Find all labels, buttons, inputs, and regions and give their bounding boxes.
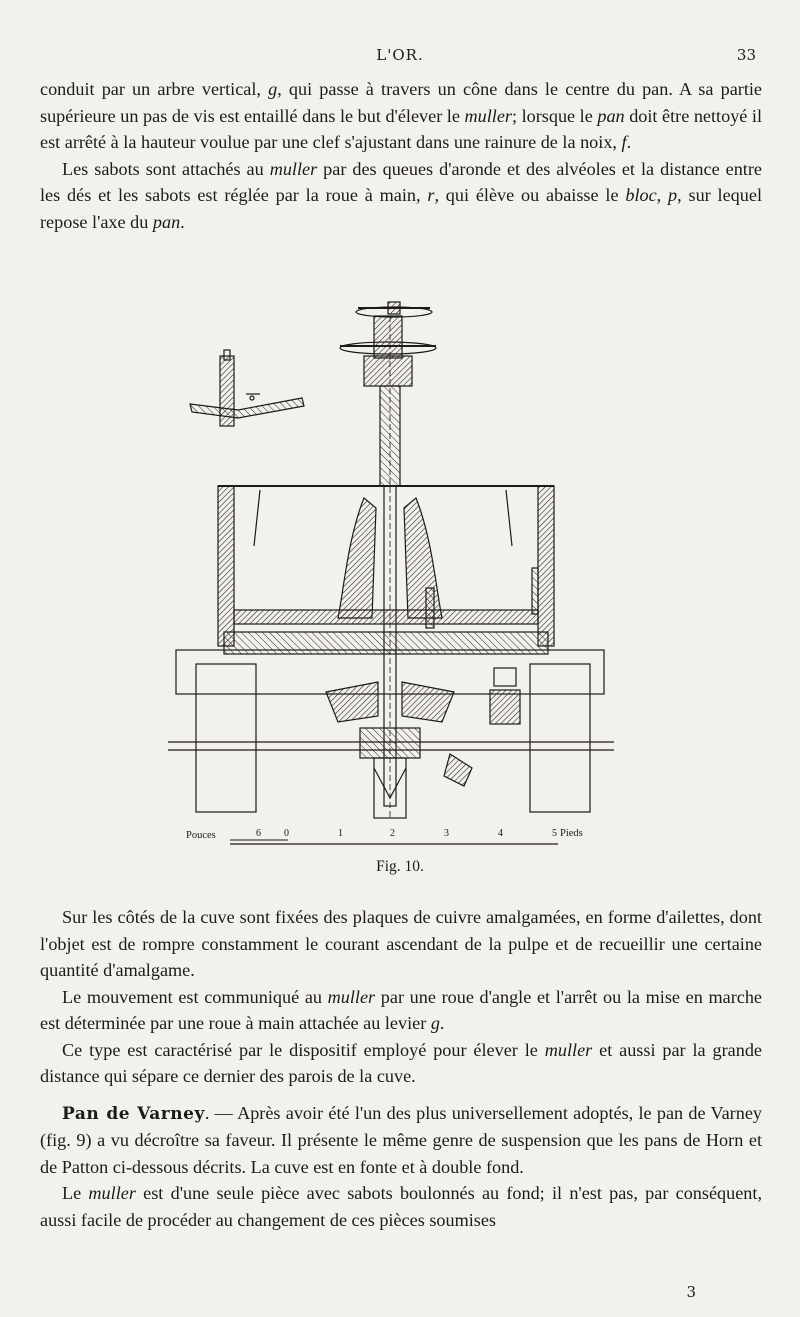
text-block-bottom: [40, 904, 762, 1233]
paragraph-7: Le muller est d'une seule pièce avec sabots boulonnés au fond; il n'est pas, par conséquent, aussi facile de procéder au changement de ces pièces soumises: [40, 1183, 762, 1230]
paragraph-4: Le mouvement est communiqué au muller par une roue d'angle et l'arrêt ou la mise en marche est déterminée par une roue à main attachée au levier g.: [40, 986, 762, 1033]
signature-mark: 3: [686, 1283, 696, 1301]
shoe-detail-drawing: [190, 350, 304, 426]
scale-tick-label: 4: [498, 828, 503, 839]
scale-tick-label: 6: [256, 828, 261, 839]
paragraph-5: Ce type est caractérisé par le dispositif employé pour élever le muller et aussi par la grande distance qui sépare ce dernier des parois de la cuve.: [40, 1039, 762, 1086]
scale-tick-label: 0: [284, 828, 289, 839]
scale-tick-label: 3: [444, 828, 449, 839]
tub-drawing: [218, 486, 554, 654]
scale-bar: [186, 828, 583, 844]
paragraph-1: conduit par un arbre vertical, g, qui passe à travers un cône dans le centre du pan. A sa partie supérieure un pas de vis est entaillé dans le but d'élever le muller; lorsque le pan doit être nettoyé il est arrêté à la hauteur voulue par une clef s'ajustant dans une rainure de la noix, f.: [40, 79, 763, 152]
scale-tick-label: 2: [390, 828, 395, 839]
scale-left-label: Pouces: [186, 830, 216, 841]
running-title: L'OR.: [376, 46, 424, 64]
scale-tick-label: 1: [338, 828, 343, 839]
text-block-top: [40, 76, 762, 235]
scale-right-label: Pieds: [560, 828, 583, 839]
pan-cross-section-figure: [168, 298, 618, 858]
figure-caption: Fig. 10.: [376, 858, 424, 875]
paragraph-2: Les sabots sont attachés au muller par des queues d'aronde et des alvéoles et la distance entre les dés et les sabots est réglée par la roue à main, r, qui élève ou abaisse le bloc, p, sur lequel repose l'axe du pan.: [40, 158, 762, 232]
paragraph-3: Sur les côtés de la cuve sont fixées des plaques de cuivre amalgamées, en forme d'ailettes, dont l'objet est de rompre constamment le courant ascendant de la pulpe et de recueillir une certaine quantité d'amalgame.: [40, 907, 762, 980]
paragraph-6: Pan de Varney. — Après avoir été l'un des plus universellement adoptés, le pan de Varney (fig. 9) a vu décroître sa faveur. Il présente le même genre de suspension que les pans de Horn et de Patton ci-dessous décrits. La cuve est en fonte et à double fond.: [40, 1102, 762, 1177]
page-number: 33: [736, 46, 756, 64]
scale-tick-label: 5: [552, 828, 557, 839]
section-heading: Pan de Varney: [62, 1103, 205, 1124]
